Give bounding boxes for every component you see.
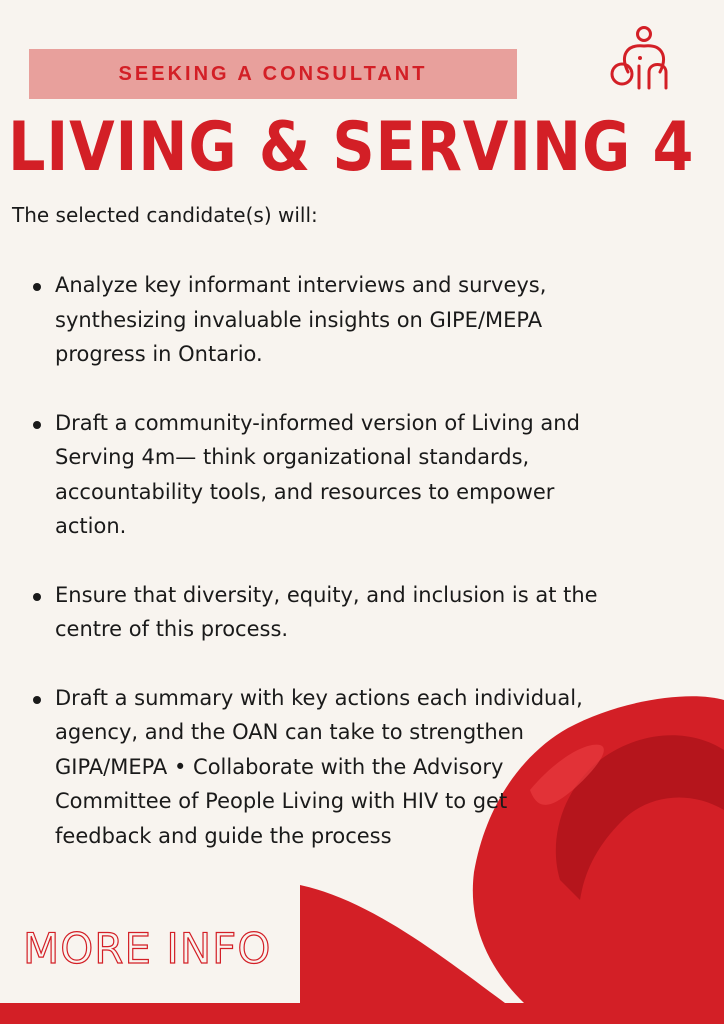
- list-item: Draft a community-informed version of Living and Serving 4m— think organizational standards, accountability tools, and resources to empower action.: [33, 406, 603, 544]
- intro-text: The selected candidate(s) will:: [12, 203, 318, 227]
- oan-logo-icon: [604, 24, 684, 96]
- page-title: LIVING & SERVING 4: [8, 108, 695, 187]
- seeking-consultant-banner: [29, 49, 517, 99]
- responsibilities-list: [33, 268, 603, 887]
- banner-label: SEEKING A CONSULTANT: [118, 62, 428, 85]
- list-item: Draft a summary with key actions each individual, agency, and the OAN can take to strengthen GIPA/MEPA • Collaborate with the Advisory Committee of People Living with HIV to get feedback and guide the process: [33, 681, 603, 854]
- list-item: Analyze key informant interviews and surveys, synthesizing invaluable insights on GIPE/MEPA progress in Ontario.: [33, 268, 603, 372]
- more-info-link[interactable]: MORE INFO: [23, 924, 272, 973]
- list-item: Ensure that diversity, equity, and inclusion is at the centre of this process.: [33, 578, 603, 647]
- bottom-bar: [0, 1003, 724, 1024]
